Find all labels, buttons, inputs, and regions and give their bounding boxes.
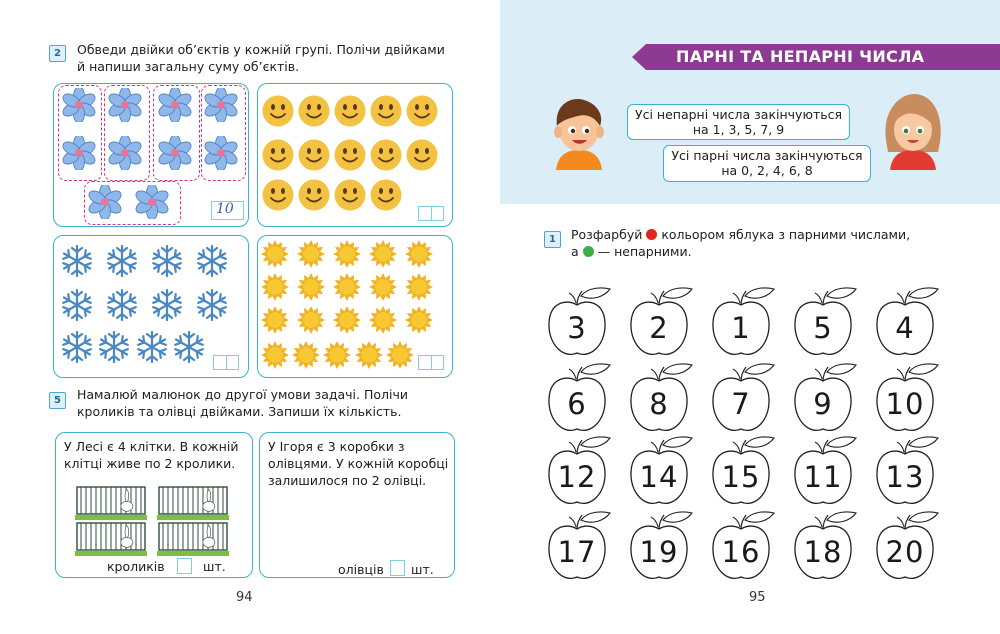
apple[interactable]	[874, 363, 940, 435]
apple[interactable]	[792, 287, 858, 359]
snowflake-icon	[172, 330, 206, 364]
apple-number: 8	[649, 387, 669, 421]
rabbit-cage-icon	[75, 520, 147, 556]
apple[interactable]	[874, 511, 940, 583]
snowflakes-answer-box[interactable]	[213, 355, 239, 370]
apple[interactable]	[546, 511, 612, 583]
speech-bubble-odd	[627, 104, 850, 140]
snowflake-icon	[150, 244, 184, 278]
apple-number: 16	[721, 535, 761, 569]
task-1-text-c: а	[571, 244, 579, 259]
rabbit-cage-icon	[75, 484, 147, 520]
apple-number: 2	[649, 311, 669, 345]
smiley-icon	[298, 139, 330, 171]
smiley-icon	[298, 179, 330, 211]
flower-icon	[204, 88, 238, 122]
apple[interactable]	[628, 287, 694, 359]
apple-number: 15	[721, 460, 761, 494]
snowflake-icon	[150, 288, 184, 322]
task-2-badge: 2	[49, 45, 66, 62]
sun-icon	[333, 273, 361, 301]
sun-icon	[333, 306, 361, 334]
apple-number: 12	[557, 460, 597, 494]
rabbit-cage-icon	[157, 520, 229, 556]
boy-illustration	[548, 92, 610, 170]
sun-icon	[355, 341, 383, 369]
apple-number: 9	[813, 387, 833, 421]
flower-icon	[62, 136, 96, 170]
task-1-badge: 1	[544, 231, 561, 248]
task-1-text	[571, 226, 910, 260]
sun-icon	[369, 240, 397, 268]
smiley-icon	[406, 95, 438, 127]
sun-icon	[386, 341, 414, 369]
apple[interactable]	[792, 436, 858, 508]
flower-icon	[135, 185, 169, 219]
bubble-odd-line1: Усі непарні числа закінчуються	[634, 107, 843, 122]
smiley-icon	[406, 139, 438, 171]
rabbits-answer-label: кроликів	[107, 559, 165, 574]
smileys-answer-box[interactable]	[418, 206, 444, 221]
green-color-dot	[583, 246, 594, 257]
flower-icon	[204, 136, 238, 170]
speech-bubble-even	[663, 145, 871, 182]
task-2-text	[77, 41, 445, 75]
flower-icon	[108, 88, 142, 122]
apple-number: 5	[813, 311, 833, 345]
sun-icon	[261, 306, 289, 334]
page-number-right: 95	[749, 590, 766, 605]
sun-icon	[405, 240, 433, 268]
snowflake-icon	[135, 330, 169, 364]
apple-number: 3	[567, 311, 587, 345]
smiley-icon	[262, 95, 294, 127]
apple-number: 7	[731, 387, 751, 421]
task-1-text-b: кольором яблука з парними числами,	[661, 227, 911, 242]
banner-title: ПАРНІ ТА НЕПАРНІ ЧИСЛА	[676, 47, 925, 66]
apple-number: 10	[885, 387, 925, 421]
task-1-text-a: Розфарбуй	[571, 227, 643, 242]
smiley-icon	[334, 95, 366, 127]
pencils-story	[268, 438, 448, 489]
snowflake-icon	[105, 288, 139, 322]
pencils-answer-box[interactable]	[390, 560, 405, 576]
sun-icon	[292, 341, 320, 369]
sun-icon	[405, 273, 433, 301]
flower-icon	[62, 88, 96, 122]
bubble-odd-line2: на 1, 3, 5, 7, 9	[692, 122, 785, 137]
bubble-even-line1: Усі парні числа закінчуються	[671, 148, 863, 163]
apple[interactable]	[792, 363, 858, 435]
smiley-icon	[334, 139, 366, 171]
flower-icon	[88, 185, 122, 219]
flowers-answer-box[interactable]	[211, 201, 244, 220]
sun-icon	[323, 341, 351, 369]
pencils-story-line3: залишилося по 2 олівці.	[268, 473, 427, 488]
apple-number: 1	[731, 311, 751, 345]
pencils-unit: шт.	[411, 562, 434, 577]
sun-icon	[405, 306, 433, 334]
smiley-icon	[262, 179, 294, 211]
task-2-line2: й напиши загальну суму об’єктів.	[77, 59, 300, 74]
apple-number: 11	[803, 460, 843, 494]
task-5-line1: Намалюй малюнок до другої умови задачі. Полічи	[77, 387, 408, 402]
sun-icon	[297, 306, 325, 334]
smiley-icon	[370, 179, 402, 211]
snowflake-icon	[105, 244, 139, 278]
rabbits-story-line2: клітці живе по 2 кролики.	[64, 456, 236, 471]
task-5-text	[77, 386, 408, 420]
sun-icon	[369, 306, 397, 334]
task-5-badge: 5	[49, 392, 66, 409]
rabbits-story	[64, 438, 238, 472]
snowflake-icon	[60, 330, 94, 364]
smiley-icon	[298, 95, 330, 127]
snowflake-icon	[195, 244, 229, 278]
sun-icon	[297, 240, 325, 268]
apple-number: 6	[567, 387, 587, 421]
snowflake-icon	[60, 244, 94, 278]
sun-icon	[261, 240, 289, 268]
flowers-answer: 10	[216, 201, 234, 217]
task-5-line2: кроликів та олівці двійками. Запиши їх кількість.	[77, 404, 402, 419]
apple-number: 4	[895, 311, 915, 345]
apple-number: 17	[557, 535, 597, 569]
smiley-icon	[370, 139, 402, 171]
apple-number: 20	[885, 535, 925, 569]
rabbits-answer-box[interactable]	[177, 558, 192, 574]
apple-number: 13	[885, 460, 925, 494]
sun-icon	[369, 273, 397, 301]
apple[interactable]	[874, 436, 940, 508]
sun-icon	[261, 273, 289, 301]
suns-answer-box[interactable]	[418, 355, 444, 370]
smiley-icon	[370, 95, 402, 127]
sun-icon	[261, 341, 289, 369]
snowflake-icon	[195, 288, 229, 322]
bubble-even-line2: на 0, 2, 4, 6, 8	[721, 163, 813, 178]
apple[interactable]	[628, 511, 694, 583]
apple[interactable]	[628, 363, 694, 435]
apple-number: 14	[639, 460, 679, 494]
apple[interactable]	[546, 436, 612, 508]
girl-illustration	[880, 90, 946, 170]
apple[interactable]	[710, 287, 776, 359]
smiley-icon	[334, 179, 366, 211]
apple-number: 19	[639, 535, 679, 569]
apple-number: 18	[803, 535, 843, 569]
sun-icon	[297, 273, 325, 301]
task-1-text-d: — непарними.	[597, 244, 692, 259]
flower-icon	[158, 88, 192, 122]
red-color-dot	[646, 229, 657, 240]
flower-icon	[158, 136, 192, 170]
pencils-answer-label: олівців	[338, 562, 384, 577]
apple[interactable]	[628, 436, 694, 508]
apple[interactable]	[874, 287, 940, 359]
rabbit-cage-icon	[157, 484, 229, 520]
task-2-line1: Обведи двійки об’єктів у кожній групі. Полічи двійками	[77, 42, 445, 57]
rabbits-story-line1: У Лесі є 4 клітки. В кожній	[64, 439, 239, 454]
section-banner	[646, 44, 1000, 70]
pencils-story-line1: У Ігоря є 3 коробки з	[268, 439, 405, 454]
apple[interactable]	[710, 363, 776, 435]
page-number-left: 94	[236, 590, 253, 605]
rabbits-unit: шт.	[203, 559, 226, 574]
apple[interactable]	[546, 363, 612, 435]
apple[interactable]	[710, 511, 776, 583]
snowflake-icon	[97, 330, 131, 364]
smiley-icon	[262, 139, 294, 171]
snowflake-icon	[60, 288, 94, 322]
sun-icon	[333, 240, 361, 268]
apple[interactable]	[710, 436, 776, 508]
pencils-story-line2: олівцями. У кожній коробці	[268, 456, 449, 471]
flower-icon	[108, 136, 142, 170]
apple[interactable]	[546, 287, 612, 359]
apple[interactable]	[792, 511, 858, 583]
